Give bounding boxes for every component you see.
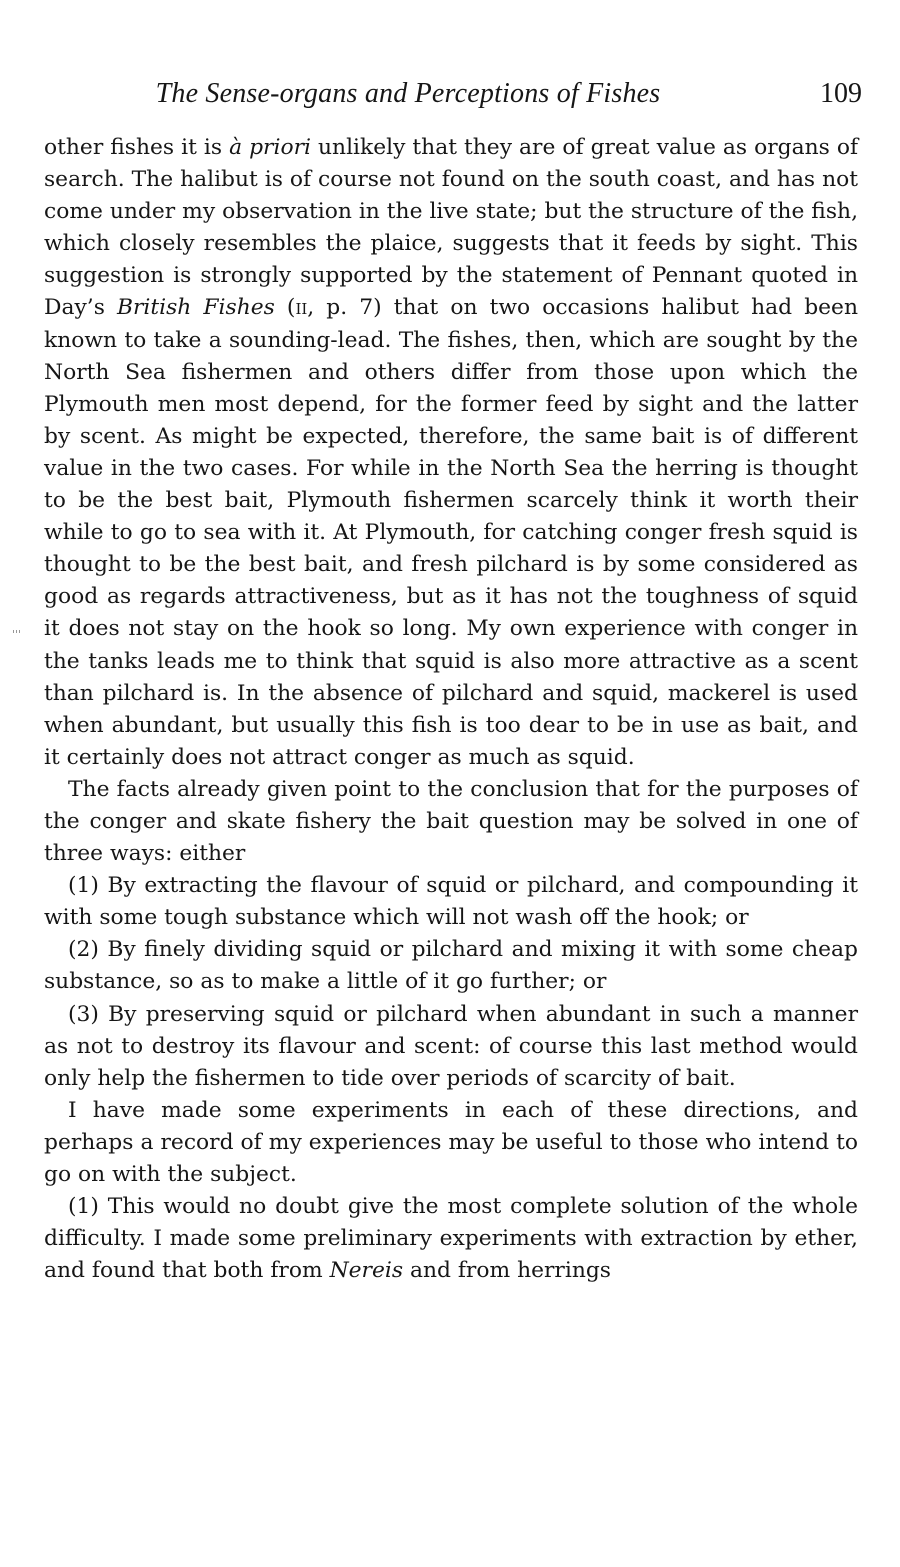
paragraph	[44, 1191, 858, 1287]
text-run: , p. 7) that on two occasions halibut had been known to take a sounding-lead. The fishes, then, which are sought by the North Sea fishermen and others differ from those upon which the Plymouth men most depend, for the former feed by sight and the latter by scent. As might be expected, therefore, the same bait is of different value in the two cases. For while in the North Sea the herring is thought to be the best bait, Plymouth fishermen scarcely think it worth their while to go to sea with it. At Plymouth, for catching conger fresh squid is thought to be the best bait, and fresh pilchard is by some considered as good as regards attractiveness, but as it has not the toughness of squid it does not stay on the hook so long. My own experience with conger in the tanks leads me to think that squid is also more attractive as a scent than pilchard is. In the absence of pilchard and squid, mackerel is used when abundant, but usually this fish is too dear to be in use as bait, and it certainly does not attract conger as much as squid.	[44, 295, 858, 770]
text-run: unlikely that they are of great value as organs of search. The halibut is of course not found on the south coast, and has not come under my observation in the live state; but the structure of the fish, which closely resembles the plaice, suggests that it feeds by sight. This suggestion is strongly supported by the statement of Pennant quoted in Day’s	[44, 135, 859, 321]
list-item: (1) By extracting the flavour of squid or pilchard, and compounding it with some tough substance which will not wash off the hook; or	[44, 873, 858, 931]
list-item: (2) By finely dividing squid or pilchard and mixing it with some cheap substance, so as to make a little of it go further; or	[44, 937, 858, 995]
page-number: 109	[820, 78, 862, 109]
volume-numeral: ii	[295, 295, 308, 321]
running-title: The Sense-organs and Perceptions of Fishes	[155, 78, 661, 109]
paragraph: I have made some experiments in each of these directions, and perhaps a record of my experiences may be useful to those who intend to go on with the subject.	[44, 1097, 858, 1187]
list-item: (3) By preserving squid or pilchard when abundant in such a manner as not to destroy its flavour and scent: of course this last method would only help the fishermen to tide over periods of scarcity of bait.	[44, 1001, 858, 1091]
book-title: British Fishes	[116, 295, 275, 321]
paragraph: The facts already given point to the conclusion that for the purposes of the conger and skate fishery the bait question may be solved in one of three ways: either	[44, 776, 858, 867]
paragraph	[44, 132, 858, 774]
page-header	[44, 78, 862, 114]
italic-phrase: à priori	[229, 135, 311, 160]
text-run: other fishes it is	[44, 135, 230, 160]
text-run: (1) This would no doubt give the most complete solution of the whole difficulty. I made some preliminary experiments with extraction by ether, and found that both from	[44, 1194, 858, 1284]
genus-name: Nereis	[329, 1258, 404, 1284]
text-run: and from herrings	[403, 1258, 611, 1284]
text-run: (	[274, 295, 296, 321]
body-text	[44, 132, 858, 1287]
scan-speck: '''	[12, 628, 22, 641]
